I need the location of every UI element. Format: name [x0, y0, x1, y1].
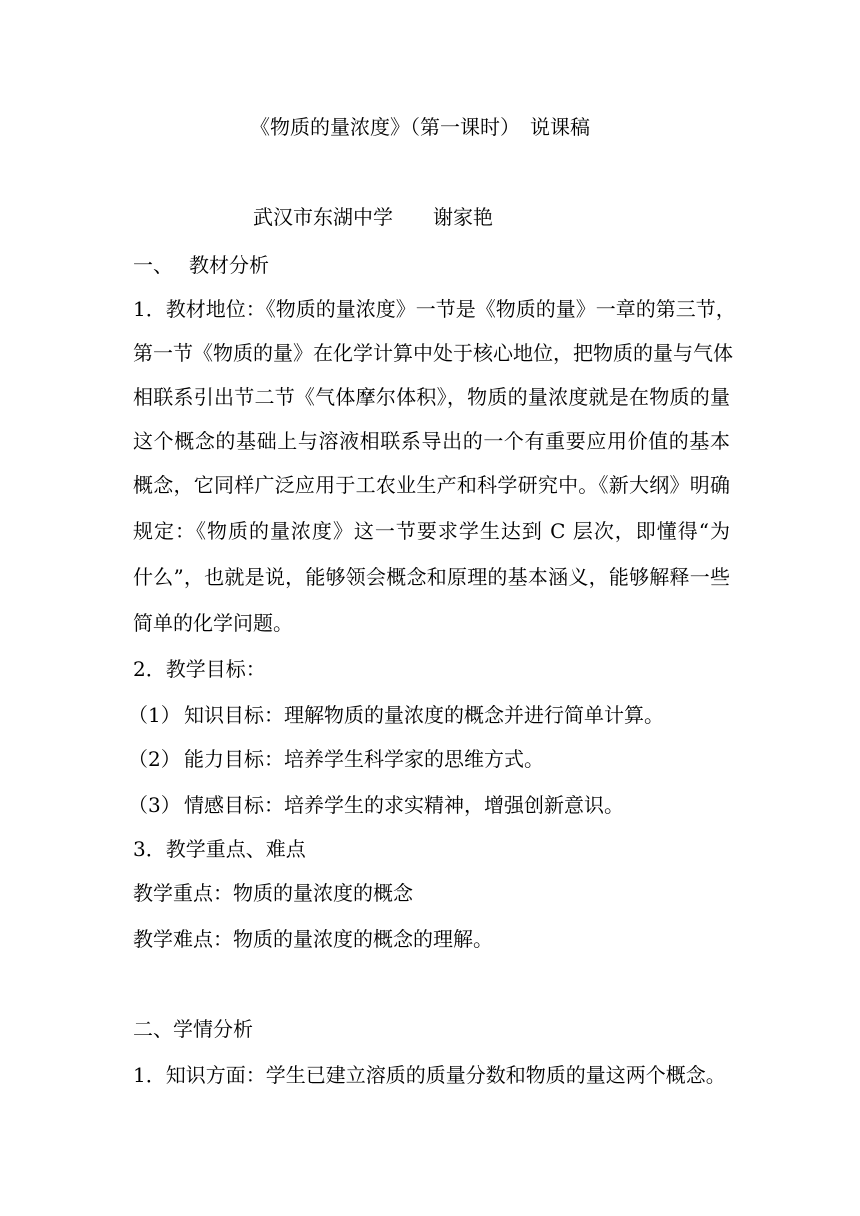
section-1-title: 教材分析 [189, 253, 269, 277]
goal-text: 情感目标：培养学生的求实精神，增强创新意识。 [184, 793, 624, 817]
key-points-heading: 3．教学重点、难点 [133, 837, 306, 861]
section-1-heading [133, 251, 269, 279]
document-title: 《物质的量浓度》（第一课时） 说课稿 [250, 115, 590, 139]
paragraph-line: 相联系引出节二节《气体摩尔体积》，物质的量浓度就是在物质的量 [133, 385, 730, 409]
paragraph-line: 第一节《物质的量》在化学计算中处于核心地位，把物质的量与气体 [133, 341, 733, 365]
goals-heading: 2．教学目标： [133, 657, 266, 681]
goal-item [128, 791, 624, 819]
goal-item [128, 745, 544, 773]
paragraph-line: 概念，它同样广泛应用于工农业生产和科学研究中。《新大纲》明确 [133, 473, 730, 497]
paragraph-line: 简单的化学问题。 [133, 611, 293, 635]
paragraph-line: 规定：《物质的量浓度》这一节要求学生达到 C 层次，即懂得“为 [133, 519, 730, 543]
goal-number: （2） [128, 747, 181, 771]
section-1-number: 一、 [133, 253, 173, 277]
section-2-heading: 二、学情分析 [133, 1017, 253, 1041]
goal-item [128, 701, 664, 729]
difficult-point: 教学难点：物质的量浓度的概念的理解。 [133, 927, 493, 951]
author-line: 武汉市东湖中学 谢家艳 [253, 205, 493, 229]
key-point: 教学重点：物质的量浓度的概念 [133, 881, 413, 905]
paragraph-line: 这个概念的基础上与溶液相联系导出的一个有重要应用价值的基本 [133, 429, 730, 453]
goal-number: （1） [128, 703, 181, 727]
paragraph-line: 1．教材地位：《物质的量浓度》一节是《物质的量》一章的第三节， [133, 297, 736, 321]
section-2-line: 1．知识方面：学生已建立溶质的质量分数和物质的量这两个概念。 [133, 1063, 726, 1087]
goal-text: 能力目标：培养学生科学家的思维方式。 [184, 747, 544, 771]
goal-number: （3） [128, 793, 181, 817]
paragraph-line: 什么”，也就是说，能够领会概念和原理的基本涵义，能够解释一些 [133, 565, 730, 589]
goal-text: 知识目标：理解物质的量浓度的概念并进行简单计算。 [184, 703, 664, 727]
